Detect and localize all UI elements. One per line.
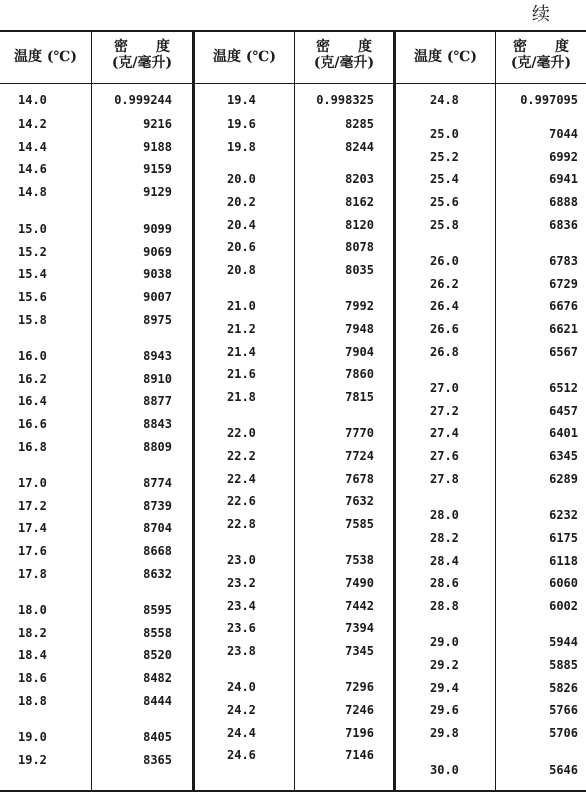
temperature-value: 24.4 bbox=[227, 726, 256, 740]
temperature-value: 21.2 bbox=[227, 322, 256, 336]
density-value: 6457 bbox=[549, 404, 578, 418]
density-value: 8162 bbox=[345, 195, 374, 209]
temperature-value: 15.2 bbox=[18, 245, 47, 259]
density-value: 0.998325 bbox=[316, 93, 374, 107]
density-header-unit: (克/毫升) bbox=[510, 55, 572, 71]
temperature-value: 20.2 bbox=[227, 195, 256, 209]
density-value: 7394 bbox=[345, 621, 374, 635]
density-value: 7146 bbox=[345, 748, 374, 762]
density-value: 7196 bbox=[345, 726, 374, 740]
density-value: 8365 bbox=[143, 753, 172, 767]
group-divider bbox=[192, 31, 195, 791]
temperature-value: 17.8 bbox=[18, 567, 47, 581]
temperature-value: 18.2 bbox=[18, 626, 47, 640]
density-value: 6002 bbox=[549, 599, 578, 613]
temperature-value: 26.8 bbox=[430, 345, 459, 359]
density-value: 7246 bbox=[345, 703, 374, 717]
density-value: 7724 bbox=[345, 449, 374, 463]
density-value: 8739 bbox=[143, 499, 172, 513]
density-value: 8843 bbox=[143, 417, 172, 431]
temperature-value: 29.8 bbox=[430, 726, 459, 740]
density-header-unit: (克/毫升) bbox=[313, 55, 375, 71]
density-value: 8444 bbox=[143, 694, 172, 708]
temperature-value: 24.2 bbox=[227, 703, 256, 717]
temperature-value: 24.6 bbox=[227, 748, 256, 762]
temperature-value: 25.4 bbox=[430, 172, 459, 186]
temperature-value: 20.4 bbox=[227, 218, 256, 232]
temperature-value: 25.8 bbox=[430, 218, 459, 232]
density-value: 5944 bbox=[549, 635, 578, 649]
temperature-value: 17.2 bbox=[18, 499, 47, 513]
temperature-value: 28.6 bbox=[430, 576, 459, 590]
density-header bbox=[295, 39, 393, 71]
temperature-header: 温度 (℃) bbox=[414, 49, 477, 65]
density-value: 8632 bbox=[143, 567, 172, 581]
density-value: 8078 bbox=[345, 240, 374, 254]
temperature-value: 20.0 bbox=[227, 172, 256, 186]
density-value: 7442 bbox=[345, 599, 374, 613]
density-value: 6676 bbox=[549, 299, 578, 313]
temperature-value: 14.2 bbox=[18, 117, 47, 131]
density-value: 9216 bbox=[143, 117, 172, 131]
temperature-value: 19.2 bbox=[18, 753, 47, 767]
density-value: 9129 bbox=[143, 185, 172, 199]
temperature-value: 18.6 bbox=[18, 671, 47, 685]
temperature-value: 21.4 bbox=[227, 345, 256, 359]
temperature-value: 28.8 bbox=[430, 599, 459, 613]
temperature-value: 19.4 bbox=[227, 93, 256, 107]
density-value: 9069 bbox=[143, 245, 172, 259]
temperature-value: 23.6 bbox=[227, 621, 256, 635]
density-value: 5826 bbox=[549, 681, 578, 695]
density-value: 7296 bbox=[345, 680, 374, 694]
density-value: 8405 bbox=[143, 730, 172, 744]
temperature-value: 21.8 bbox=[227, 390, 256, 404]
density-value: 6888 bbox=[549, 195, 578, 209]
temperature-value: 29.0 bbox=[430, 635, 459, 649]
density-value: 6345 bbox=[549, 449, 578, 463]
density-value: 8809 bbox=[143, 440, 172, 454]
density-value: 7632 bbox=[345, 494, 374, 508]
temperature-value: 22.8 bbox=[227, 517, 256, 531]
density-value: 9099 bbox=[143, 222, 172, 236]
temperature-value: 26.4 bbox=[430, 299, 459, 313]
density-value: 7585 bbox=[345, 517, 374, 531]
density-value: 7770 bbox=[345, 426, 374, 440]
temperature-value: 18.8 bbox=[18, 694, 47, 708]
density-value: 6729 bbox=[549, 277, 578, 291]
table-top-rule bbox=[0, 30, 586, 32]
temperature-value: 14.4 bbox=[18, 140, 47, 154]
density-value: 7345 bbox=[345, 644, 374, 658]
temperature-value: 27.8 bbox=[430, 472, 459, 486]
density-value: 6401 bbox=[549, 426, 578, 440]
density-value: 6621 bbox=[549, 322, 578, 336]
temperature-value: 23.4 bbox=[227, 599, 256, 613]
density-value: 5706 bbox=[549, 726, 578, 740]
density-value: 7678 bbox=[345, 472, 374, 486]
temperature-value: 17.0 bbox=[18, 476, 47, 490]
density-value: 8774 bbox=[143, 476, 172, 490]
temperature-value: 23.8 bbox=[227, 644, 256, 658]
temperature-value: 28.0 bbox=[430, 508, 459, 522]
temperature-value: 15.6 bbox=[18, 290, 47, 304]
temperature-value: 20.6 bbox=[227, 240, 256, 254]
temperature-value: 27.2 bbox=[430, 404, 459, 418]
temperature-value: 25.2 bbox=[430, 150, 459, 164]
temperature-value: 25.6 bbox=[430, 195, 459, 209]
temperature-value: 24.8 bbox=[430, 93, 459, 107]
temperature-value: 27.4 bbox=[430, 426, 459, 440]
density-value: 6175 bbox=[549, 531, 578, 545]
temperature-value: 14.6 bbox=[18, 162, 47, 176]
density-value: 5885 bbox=[549, 658, 578, 672]
density-value: 6060 bbox=[549, 576, 578, 590]
density-value: 8520 bbox=[143, 648, 172, 662]
temperature-value: 29.2 bbox=[430, 658, 459, 672]
temperature-value: 20.8 bbox=[227, 263, 256, 277]
density-value: 6992 bbox=[549, 150, 578, 164]
temperature-value: 24.0 bbox=[227, 680, 256, 694]
temperature-value: 19.6 bbox=[227, 117, 256, 131]
header-rule bbox=[0, 83, 586, 84]
temperature-value: 26.6 bbox=[430, 322, 459, 336]
temperature-value: 30.0 bbox=[430, 763, 459, 777]
density-value: 7815 bbox=[345, 390, 374, 404]
density-value: 6512 bbox=[549, 381, 578, 395]
density-value: 0.999244 bbox=[114, 93, 172, 107]
temperature-value: 14.0 bbox=[18, 93, 47, 107]
density-value: 8877 bbox=[143, 394, 172, 408]
density-header-unit: (克/毫升) bbox=[111, 55, 173, 71]
density-value: 7538 bbox=[345, 553, 374, 567]
temperature-value: 28.2 bbox=[430, 531, 459, 545]
temperature-value: 17.6 bbox=[18, 544, 47, 558]
density-value: 6232 bbox=[549, 508, 578, 522]
density-value: 6567 bbox=[549, 345, 578, 359]
continued-label: 续 bbox=[532, 4, 550, 25]
temperature-value: 19.8 bbox=[227, 140, 256, 154]
temperature-value: 16.8 bbox=[18, 440, 47, 454]
group-divider bbox=[393, 31, 396, 791]
temperature-value: 29.4 bbox=[430, 681, 459, 695]
density-value: 7044 bbox=[549, 127, 578, 141]
density-value: 8203 bbox=[345, 172, 374, 186]
temperature-value: 22.0 bbox=[227, 426, 256, 440]
temperature-value: 25.0 bbox=[430, 127, 459, 141]
temperature-value: 27.6 bbox=[430, 449, 459, 463]
density-value: 9159 bbox=[143, 162, 172, 176]
density-value: 7992 bbox=[345, 299, 374, 313]
density-header-label: 密 度 bbox=[114, 39, 170, 55]
density-value: 0.997095 bbox=[520, 93, 578, 107]
density-value: 9007 bbox=[143, 290, 172, 304]
temperature-value: 21.6 bbox=[227, 367, 256, 381]
temperature-value: 27.0 bbox=[430, 381, 459, 395]
temperature-value: 29.6 bbox=[430, 703, 459, 717]
density-value: 8035 bbox=[345, 263, 374, 277]
density-value: 6941 bbox=[549, 172, 578, 186]
temperature-value: 18.4 bbox=[18, 648, 47, 662]
temperature-value: 16.6 bbox=[18, 417, 47, 431]
density-value: 7904 bbox=[345, 345, 374, 359]
temperature-value: 22.4 bbox=[227, 472, 256, 486]
density-value: 8943 bbox=[143, 349, 172, 363]
density-value: 7948 bbox=[345, 322, 374, 336]
density-value: 6783 bbox=[549, 254, 578, 268]
density-header-label: 密 度 bbox=[316, 39, 372, 55]
temperature-value: 22.6 bbox=[227, 494, 256, 508]
temperature-value: 28.4 bbox=[430, 554, 459, 568]
density-value: 8482 bbox=[143, 671, 172, 685]
density-value: 8668 bbox=[143, 544, 172, 558]
density-value: 8910 bbox=[143, 372, 172, 386]
temperature-value: 23.0 bbox=[227, 553, 256, 567]
temperature-header: 温度 (℃) bbox=[14, 49, 77, 65]
temperature-value: 16.0 bbox=[18, 349, 47, 363]
temperature-value: 19.0 bbox=[18, 730, 47, 744]
density-value: 6118 bbox=[549, 554, 578, 568]
temperature-value: 22.2 bbox=[227, 449, 256, 463]
density-value: 7490 bbox=[345, 576, 374, 590]
density-value: 7860 bbox=[345, 367, 374, 381]
temperature-value: 14.8 bbox=[18, 185, 47, 199]
density-header bbox=[92, 39, 192, 71]
temperature-value: 26.0 bbox=[430, 254, 459, 268]
density-value: 8558 bbox=[143, 626, 172, 640]
temperature-header: 温度 (℃) bbox=[213, 49, 276, 65]
temperature-value: 26.2 bbox=[430, 277, 459, 291]
density-value: 8595 bbox=[143, 603, 172, 617]
temperature-value: 17.4 bbox=[18, 521, 47, 535]
temperature-value: 21.0 bbox=[227, 299, 256, 313]
density-value: 8704 bbox=[143, 521, 172, 535]
temperature-value: 15.0 bbox=[18, 222, 47, 236]
temperature-value: 15.4 bbox=[18, 267, 47, 281]
density-value: 9188 bbox=[143, 140, 172, 154]
density-header-label: 密 度 bbox=[513, 39, 569, 55]
temperature-value: 18.0 bbox=[18, 603, 47, 617]
density-value: 5766 bbox=[549, 703, 578, 717]
density-value: 9038 bbox=[143, 267, 172, 281]
density-value: 8120 bbox=[345, 218, 374, 232]
density-header bbox=[496, 39, 586, 71]
column-divider bbox=[495, 31, 496, 791]
density-value: 6289 bbox=[549, 472, 578, 486]
temperature-value: 16.4 bbox=[18, 394, 47, 408]
temperature-value: 16.2 bbox=[18, 372, 47, 386]
density-value: 8244 bbox=[345, 140, 374, 154]
density-value: 8285 bbox=[345, 117, 374, 131]
density-value: 5646 bbox=[549, 763, 578, 777]
temperature-value: 15.8 bbox=[18, 313, 47, 327]
table-bottom-rule bbox=[0, 790, 586, 792]
density-value: 8975 bbox=[143, 313, 172, 327]
density-value: 6836 bbox=[549, 218, 578, 232]
temperature-value: 23.2 bbox=[227, 576, 256, 590]
